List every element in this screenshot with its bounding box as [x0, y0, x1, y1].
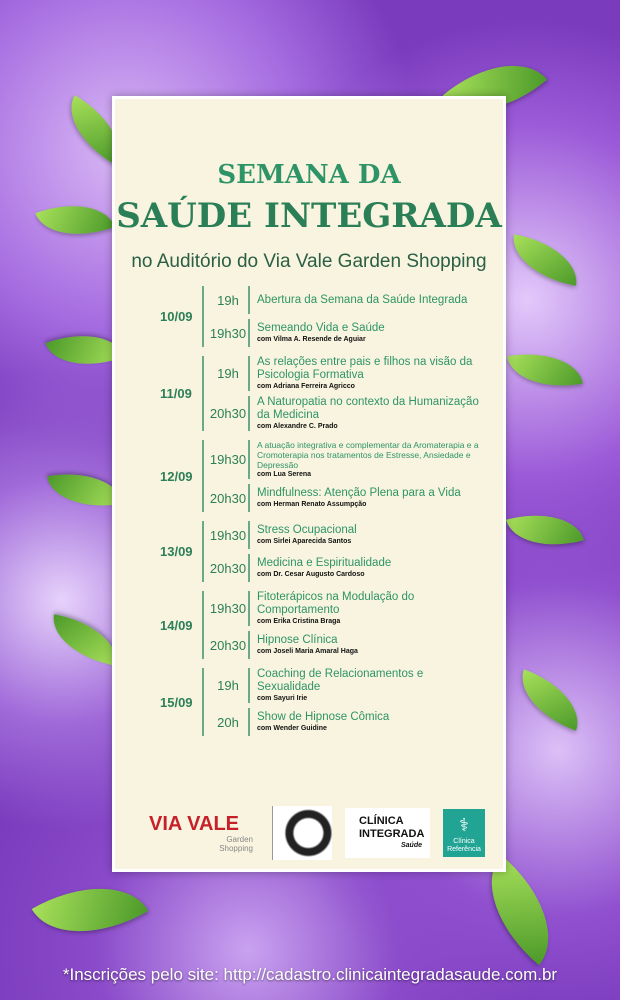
title-line2: SAÚDE INTEGRADA — [116, 196, 502, 236]
event-title: Semeando Vida e Saúde — [257, 322, 385, 334]
event-title: Show de Hipnose Cômica — [257, 711, 390, 723]
event-speaker: com Herman Renato Assumpção — [257, 501, 367, 508]
day-date: 13/09 — [160, 544, 193, 559]
day-events — [202, 521, 480, 582]
ci-text2: INTEGRADA — [359, 828, 425, 840]
day-events — [202, 591, 480, 659]
event-time: 19h30 — [209, 527, 247, 543]
ci-text3: Saúde — [400, 842, 422, 849]
event-time: 20h30 — [209, 406, 247, 421]
via-vale-text: VIA VALE — [148, 812, 239, 835]
day-date: 14/09 — [160, 617, 193, 633]
event-details — [248, 668, 480, 703]
event-time: 19h30 — [209, 325, 247, 341]
stethoscope-icon: ⚕ — [459, 814, 469, 835]
event-row — [208, 356, 480, 391]
event-title: Abertura da Semana da Saúde Integrada — [257, 293, 468, 306]
day-date: 12/09 — [160, 468, 193, 484]
venue: no Auditório do Via Vale Garden Shopping — [131, 251, 487, 272]
event-details — [248, 708, 480, 736]
event-row — [208, 396, 480, 431]
cr-text2: Referência — [447, 845, 481, 853]
event-row — [208, 668, 480, 703]
day-group — [160, 440, 500, 512]
event-time: 20h — [217, 714, 239, 730]
day-events — [202, 356, 480, 431]
event-time: 19h30 — [209, 452, 247, 467]
event-speaker: com Dr. Cesar Augusto Cardoso — [257, 571, 365, 578]
event-details — [248, 484, 480, 512]
event-details — [248, 631, 480, 659]
day-group — [160, 591, 500, 659]
event-speaker: com Vilma A. Resende de Aguiar — [257, 336, 366, 343]
event-speaker: com Alexandre C. Prado — [257, 423, 338, 430]
day-events — [202, 440, 480, 512]
event-time: 19h — [217, 366, 239, 381]
event-row — [208, 286, 480, 314]
via-vale-logo — [135, 813, 253, 853]
ci-text1: CLÍNICA — [359, 815, 404, 827]
event-time: 19h — [217, 292, 239, 308]
event-details — [248, 286, 480, 314]
day-group — [160, 356, 500, 431]
day-events — [202, 286, 480, 347]
day-date: 11/09 — [160, 386, 192, 401]
tree-logo — [272, 806, 332, 860]
event-title: Hipnose Clínica — [257, 634, 338, 646]
schedule — [160, 286, 500, 736]
event-title: Mindfulness: Atenção Plena para a Vida — [257, 487, 461, 499]
sponsor-logos — [135, 805, 485, 860]
event-row — [208, 440, 480, 479]
event-speaker: com Erika Cristina Braga — [257, 618, 341, 625]
event-row — [208, 484, 480, 512]
event-title: As relações entre pais e filhos na visão da Psicologia Formativa — [257, 356, 473, 381]
event-time: 19h — [217, 678, 239, 693]
event-speaker: com Sayuri Irie — [257, 695, 308, 702]
event-row — [208, 708, 480, 736]
day-date: 15/09 — [160, 694, 193, 710]
event-details — [248, 356, 480, 391]
day-group — [160, 286, 500, 347]
event-title: A Naturopatia no contexto da Humanização da Medicina — [257, 396, 479, 421]
day-events — [202, 668, 480, 736]
event-title: A atuação integrativa e complementar da Aromaterapia e a Cromoterapia nos tratamentos de Estresse, Ansiedade e Depressão — [257, 440, 479, 470]
event-details — [248, 319, 480, 347]
day-group — [160, 521, 500, 582]
clinica-referencia-logo — [443, 809, 485, 857]
event-row — [208, 554, 480, 582]
footer-registration: *Inscrições pelo site: http://cadastro.clinicaintegradasaude.com.br — [62, 965, 558, 984]
event-speaker: com Sirlei Aparecida Santos — [257, 538, 352, 545]
event-details — [248, 521, 480, 549]
event-row — [208, 521, 480, 549]
day-date: 10/09 — [160, 309, 193, 324]
event-row — [208, 631, 480, 659]
via-vale-sub2: Shopping — [219, 843, 253, 853]
event-title: Medicina e Espiritualidade — [257, 557, 392, 569]
via-vale-sub1: Garden — [226, 834, 253, 844]
event-details — [248, 396, 480, 431]
event-speaker: com Wender Guidine — [257, 725, 327, 732]
event-time: 20h30 — [209, 560, 247, 576]
event-time: 20h30 — [209, 637, 247, 653]
event-details — [248, 554, 480, 582]
event-speaker: com Lua Serena — [257, 471, 312, 478]
event-speaker: com Joseli Maria Amaral Haga — [257, 648, 358, 655]
event-row — [208, 591, 480, 626]
event-title: Stress Ocupacional — [257, 524, 357, 536]
event-details — [248, 591, 480, 626]
event-title: Fitoterápicos na Modulação do Comportamento — [257, 591, 415, 616]
event-speaker: com Adriana Ferreira Agricco — [257, 383, 355, 390]
event-row — [208, 319, 480, 347]
day-group — [160, 668, 500, 736]
title-line1: SEMANA DA — [217, 160, 401, 190]
event-time: 19h30 — [209, 601, 247, 616]
event-details — [248, 440, 480, 479]
event-title: Coaching de Relacionamentos e Sexualidade — [257, 668, 424, 693]
cr-text1: Clínica — [453, 837, 475, 845]
event-time: 20h30 — [209, 490, 247, 506]
clinica-integrada-logo — [345, 808, 430, 858]
